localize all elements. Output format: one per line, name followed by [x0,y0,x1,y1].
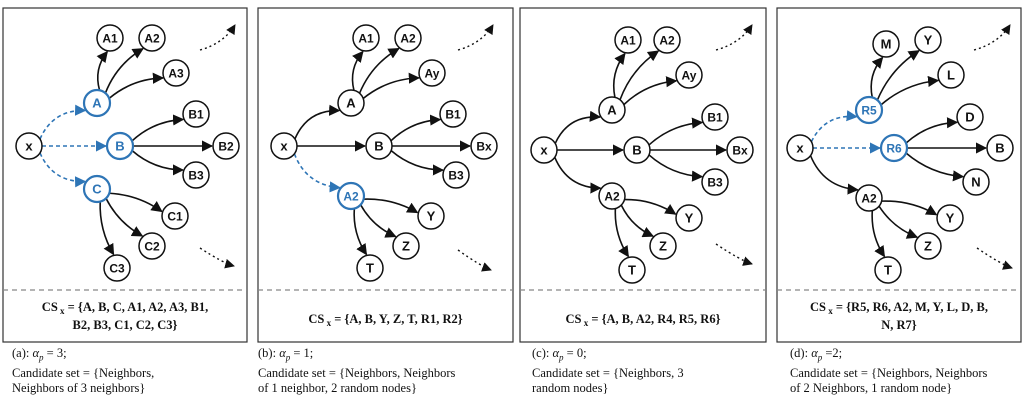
graph-node [650,233,676,259]
node-label: Bx [476,139,492,154]
edge-arrow [881,80,938,104]
node-label: B3 [188,168,204,183]
node-label: A2 [861,191,877,206]
node-label: x [796,140,804,156]
node-label: B1 [707,110,723,125]
node-label: B [115,138,125,154]
node-label: C1 [167,209,183,224]
graph-node [162,203,188,229]
edge-arrow [555,117,600,143]
edge-arrow [872,211,884,257]
graph-node [213,133,239,159]
sampled-edge-arrow [40,110,85,139]
edge-arrow [109,78,163,98]
continuation-arrow [200,25,235,50]
node-label: A1 [620,33,636,48]
caption-text: Candidate set = {Neighbors, Neighbors [790,365,988,380]
panel-border [3,8,247,342]
alpha-symbol: $\alpha_p$ [552,346,564,363]
graph-node [419,60,445,86]
candidate-set-text: CS $_x$ = {R5, R6, A2, M, Y, L, D, B, [810,300,988,316]
continuation-arrow [974,25,1010,50]
caption-label: (d): [790,346,812,360]
graph-node [599,97,625,123]
graph-node [531,137,557,163]
edge-arrow [352,52,362,91]
node-label: R5 [861,103,877,118]
node-label: C3 [109,261,125,276]
caption-alpha-line [258,346,455,366]
edge-arrow [100,202,113,255]
graph-node [987,135,1013,161]
sampled-edge-arrow [40,153,85,182]
edge-arrow [391,120,440,141]
edge-arrow [109,193,161,211]
edge-arrow [882,201,937,215]
graph-node [915,27,941,53]
graph-node [676,62,702,88]
graph-node [139,25,165,51]
continuation-arrow [200,248,234,266]
graph-node [873,31,899,57]
edge-arrow [361,205,396,237]
edge-arrow [132,151,183,170]
graph-node [938,62,964,88]
caption-label: (b): [258,346,280,360]
caption-text: Candidate set = {Neighbors, [12,365,155,380]
graph-node [357,255,383,281]
sampled-edge-arrow [811,116,856,141]
panel-caption [258,346,455,396]
node-label: Y [426,208,436,224]
edge-arrow [615,209,628,257]
continuation-arrow [977,248,1012,268]
node-label: C [92,181,102,197]
node-label: C2 [144,239,160,254]
edge-arrow [132,119,183,141]
graph-node [183,101,209,127]
node-label: x [540,142,548,158]
node-label: A1 [358,31,374,46]
caption-alpha-line [532,346,684,366]
graph-node [84,176,110,202]
node-label: Z [659,238,667,254]
node-label: T [366,260,374,276]
node-label: T [628,262,636,278]
graph-node [957,104,983,130]
graph-node [599,183,625,209]
node-label: D [965,109,975,125]
node-label: x [280,138,288,154]
graph-node [881,135,907,161]
graph-node [619,257,645,283]
caption-text: Neighbors of 3 neighbors} [12,380,146,395]
graph-node [107,133,133,159]
panel-caption [12,346,154,396]
node-label: Y [945,210,955,226]
graph-node [937,205,963,231]
edge-arrow [906,153,963,177]
node-label: L [947,67,955,83]
edge-arrow [811,156,858,190]
graph-node [84,90,110,116]
node-label: M [880,36,892,52]
node-label: A1 [102,31,118,46]
graph-node [183,162,209,188]
graph-node [353,25,379,51]
graph-node [787,135,813,161]
edge-arrow [354,209,366,255]
graph-node [418,203,444,229]
panel-b [258,8,513,342]
graph-node [443,162,469,188]
graph-node [856,185,882,211]
edge-arrow [624,200,675,215]
alpha-value: = 0; [563,346,587,360]
node-label: B [995,140,1005,156]
node-label: Y [923,32,933,48]
graph-node [16,133,42,159]
alpha-symbol: $\alpha_p$ [32,346,44,363]
node-label: Ay [424,66,440,81]
edge-arrow [360,49,399,94]
graph-node [915,233,941,259]
graph-node [104,255,130,281]
node-label: A2 [144,31,160,46]
panel-d [777,8,1021,342]
node-label: B3 [448,168,464,183]
edge-arrow [649,122,702,144]
edge-arrow [621,205,653,236]
node-label: B2 [218,139,234,154]
continuation-arrow [458,25,493,50]
alpha-symbol: $\alpha_p$ [811,346,823,363]
continuation-arrow [716,25,752,50]
node-label: x [25,138,33,154]
graph-node [963,169,989,195]
edge-arrow [391,151,443,170]
candidate-set-text: CS $_x$ = {A, B, Y, Z, T, R1, R2} [308,312,463,328]
node-label: A [92,95,102,111]
continuation-arrow [716,244,752,264]
graph-node [624,137,650,163]
node-label: A2 [659,33,675,48]
node-label: Z [924,238,932,254]
panel-c [520,8,766,342]
alpha-symbol: $\alpha_p$ [279,346,291,363]
node-label: B1 [445,107,461,122]
node-label: Z [402,238,410,254]
alpha-value: = 3; [43,346,67,360]
caption-text: of 2 Neighbors, 1 random node} [790,380,953,395]
caption-text: Candidate set = {Neighbors, 3 [532,365,684,380]
graph-node [366,133,392,159]
graph-node [654,27,680,53]
graph-node [471,133,497,159]
graph-node [676,205,702,231]
graph-node [856,97,882,123]
graph-node [702,104,728,130]
node-label: A2 [343,189,359,204]
graph-node [97,25,123,51]
panel-border [520,8,766,342]
candidate-set-text: CS $_x$ = {A, B, C, A1, A2, A3, B1, [41,300,209,316]
graph-node [139,233,165,259]
graph-node [615,27,641,53]
panel-caption [532,346,684,396]
node-label: Y [684,210,694,226]
candidate-set-text: B2, B3, C1, C2, C3} [72,318,178,332]
node-label: R6 [886,141,902,156]
node-label: A [607,102,617,118]
edge-arrow [364,199,418,213]
edge-arrow [295,111,339,139]
continuation-arrow [458,250,491,270]
node-label: Ay [681,68,697,83]
graph-node [338,183,364,209]
node-label: T [884,262,892,278]
node-label: A3 [168,66,184,81]
node-label: B [632,142,642,158]
graph-node [163,60,189,86]
edge-arrow [98,52,108,91]
node-label: B [374,138,384,154]
node-label: Bx [732,143,748,158]
graph-node [338,90,364,116]
node-label: A2 [604,189,620,204]
graph-node [727,137,753,163]
candidate-set-text: CS $_x$ = {A, B, A2, R4, R5, R6} [565,312,721,328]
panel-a [3,8,247,342]
caption-alpha-line [12,346,154,366]
panel-caption [790,346,987,396]
graph-node [440,101,466,127]
edge-arrow [555,157,601,188]
edge-arrow [624,81,676,105]
node-label: B1 [188,107,204,122]
node-label: B3 [707,175,723,190]
graph-node [271,133,297,159]
caption-text: Candidate set = {Neighbors, Neighbors [258,365,456,380]
graph-node [702,169,728,195]
caption-label: (a): [12,346,33,360]
edge-arrow [106,198,142,236]
caption-alpha-line [790,346,987,366]
node-label: A [346,95,356,111]
candidate-set-text: N, R7} [881,318,917,332]
node-label: A2 [400,31,416,46]
caption-text: of 1 neighbor, 2 random nodes} [258,380,417,395]
graph-node [875,257,901,283]
sampled-edge-arrow [294,154,339,188]
edge-arrow [649,155,702,177]
edge-arrow [105,49,143,93]
edge-arrow [363,78,419,99]
graph-node [393,233,419,259]
graph-node [395,25,421,51]
alpha-value: =2; [822,346,843,360]
caption-text: random nodes} [532,380,609,395]
node-label: N [971,174,981,190]
edge-arrow [879,206,917,237]
caption-label: (c): [532,346,553,360]
alpha-value: = 1; [290,346,314,360]
edge-arrow [906,122,957,143]
